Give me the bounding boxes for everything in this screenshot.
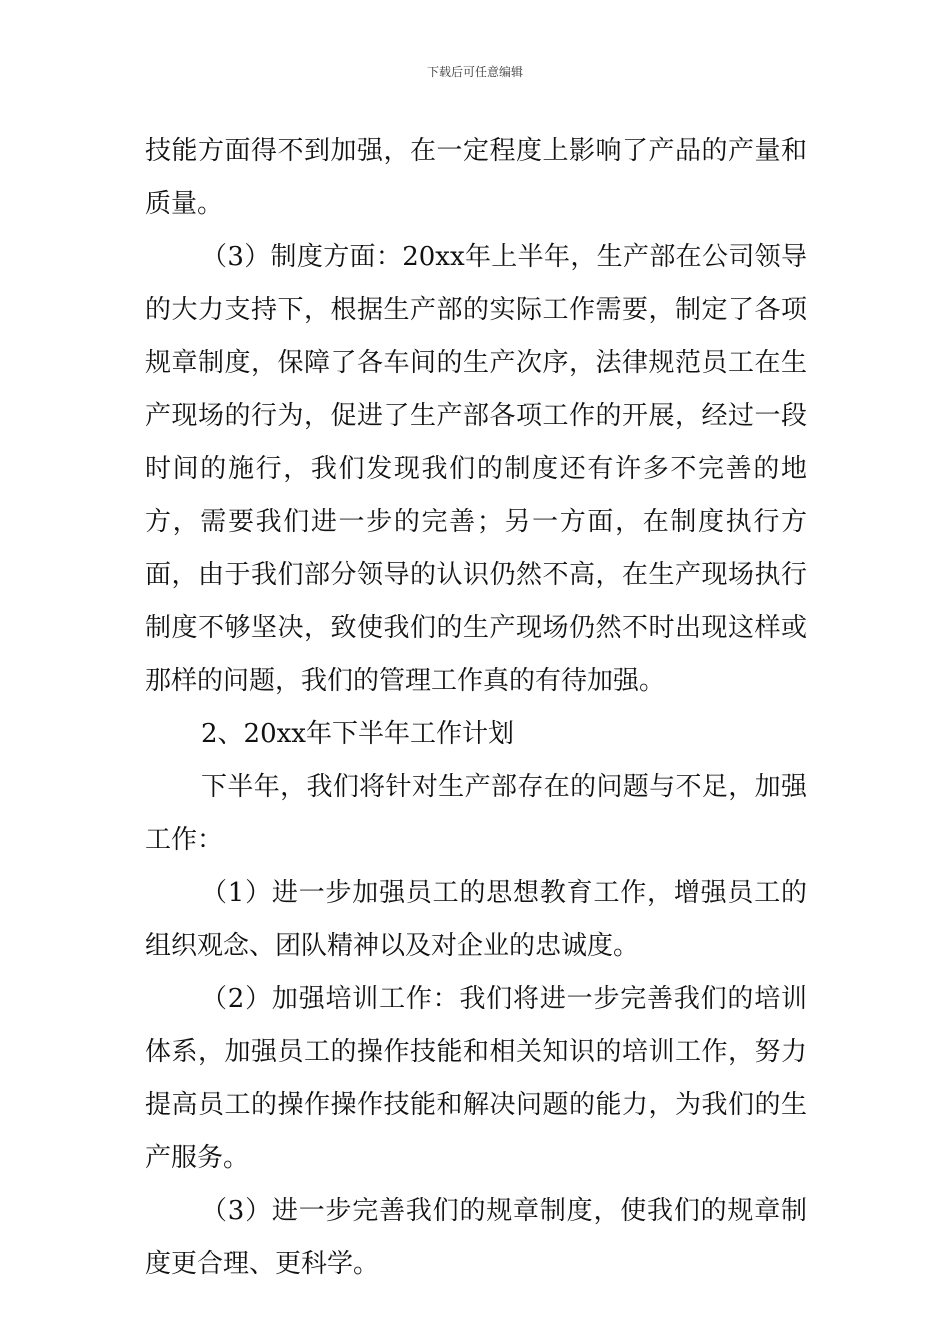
paragraph-plan-item-1: （1）进一步加强员工的思想教育工作，增强员工的组织观念、团队精神以及对企业的忠诚度。 [145,878,807,961]
paragraph-plan-item-3: （3）进一步完善我们的规章制度，使我们的规章制度更合理、更科学。 [145,1196,807,1279]
page-header: 下载后可任意编辑 [426,65,523,79]
section-heading-second-half-plan: 2、20xx年下半年工作计划 [201,719,514,749]
document-body [145,125,807,1291]
paragraph-skills-continuation: 技能方面得不到加强，在一定程度上影响了产品的产量和质量。 [145,136,807,219]
paragraph-second-half-intro: 下半年，我们将针对生产部存在的问题与不足，加强工作： [145,772,807,855]
paragraph-plan-item-2: （2）加强培训工作：我们将进一步完善我们的培训体系，加强员工的操作技能和相关知识的培训工作，努力提高员工的操作操作技能和解决问题的能力，为我们的生产服务。 [145,984,807,1173]
paragraph-system-aspect: （3）制度方面：20xx年上半年，生产部在公司领导的大力支持下，根据生产部的实际工作需要，制定了各项规章制度，保障了各车间的生产次序，法律规范员工在生产现场的行为，促进了生产部各项工作的开展，经过一段时间的施行，我们发现我们的制度还有许多不完善的地方，需要我们进一步的完善；另一方面，在制度执行方面，由于我们部分领导的认识仍然不高，在生产现场执行制度不够坚决，致使我们的生产现场仍然不时出现这样或那样的问题，我们的管理工作真的有待加强。 [145,242,807,696]
